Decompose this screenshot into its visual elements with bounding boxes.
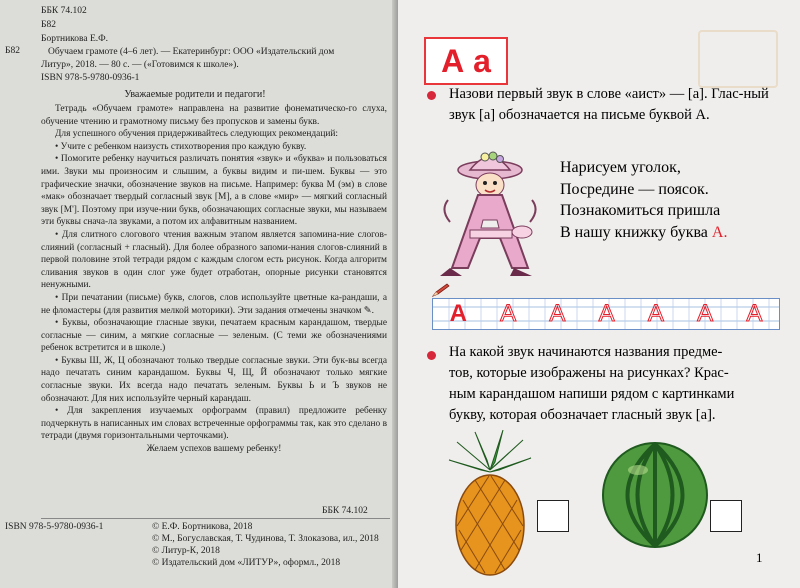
book-code-top: Б82: [41, 20, 56, 30]
poem-highlight-letter: А.: [711, 223, 728, 241]
bullet-icon: [427, 91, 436, 100]
bibliography-publisher: Литур», 2018. — 80 с. — («Готовимся к школе»).: [41, 60, 239, 70]
pineapple-illustration: [445, 430, 535, 580]
task-sound-text: Назови первый звук в слове «аист» — [а]. Глас-ный звук [а] обозначается на письме буквой А.: [449, 86, 769, 123]
faded-frame-decoration: [698, 30, 778, 88]
copyright-line: © Издательский дом «ЛИТУР», оформл., 2018: [152, 558, 341, 568]
letter-header: А а: [424, 37, 508, 85]
task-line: тов, которые изображены на рисунках? Крас-: [449, 365, 729, 381]
task-pictures-text: [449, 342, 789, 426]
copyright-block: [152, 521, 388, 569]
bbk-code-bottom: ББК 74.102: [322, 506, 368, 516]
copy-letter-traced: А: [549, 300, 566, 327]
left-page: [0, 0, 398, 588]
paragraph: • Учите с ребенком наизусть стихотворения про каждую букву.: [55, 141, 307, 152]
paragraph: • Помогите ребенку научиться различать понятия «звук» и «буква» и пользоваться ими. Звуки мы произносим и слышим, а буквы видим и пи-шем. Буквы — это графические значки, обозначение звуков на письме. Например: буква М (эм) в слове «мак» обозначает твердый согласный звук [М], а в слове «мир» — мягкий согласный звук [М']. Поэтому при изуче-нии букв, обозначающих согласные звуки, мы называем эти буквы снача-ла звуками, а потом их алфавитным названием.: [41, 154, 387, 228]
copy-letters-row: [433, 299, 779, 329]
divider: [41, 518, 390, 519]
copy-letter-traced: А: [647, 300, 664, 327]
task-line: На какой звук начинаются названия предме-: [449, 344, 723, 360]
copy-letter-traced: А: [746, 300, 763, 327]
paragraph: • При печатании (письме) букв, слогов, слов используйте цветные ка-рандаши, а не фломастеры (для развития мелкой моторики). Эти задания отмечены значком ✎.: [41, 292, 387, 316]
copyright-line: © М., Богуславская, Т. Чудинова, Т. Злоказова, ил., 2018: [152, 534, 379, 544]
copy-letter-traced: А: [598, 300, 615, 327]
copy-letter-traced: А: [697, 300, 714, 327]
bbk-code-top: ББК 74.102: [41, 6, 87, 16]
letter-a-character-illustration: [430, 150, 550, 285]
bullet-icon: [427, 351, 436, 360]
bibliography-isbn: ISBN 978-5-9780-0936-1: [41, 73, 140, 83]
poem-line: Посредине — поясок.: [560, 180, 709, 198]
poem-line: Познакомиться пришла: [560, 202, 721, 220]
task-line: ным карандашом напиши рядом с картинками: [449, 386, 735, 402]
bibliography-author: Бортникова Е.Ф.: [41, 34, 109, 44]
closing-wish: Желаем успехов вашему ребенку!: [146, 444, 282, 455]
watermelon-illustration: [600, 440, 710, 550]
greeting: Уважаемые родители и педагоги!: [124, 89, 266, 100]
copy-letter-solid: А: [449, 300, 467, 327]
intro-text: [41, 103, 387, 456]
poem-line: Нарисуем уголок,: [560, 159, 681, 176]
paragraph: • Для закрепления изучаемых орфограмм (правил) предложите ребенку подчеркнуть в написанных им словах встреченные орфограммы так, как это сделано в тетради (двумя горизонтальными черточками).: [41, 406, 387, 442]
task-line: букву, которая обозначает гласный звук [а].: [449, 407, 716, 423]
isbn-bottom: ISBN 978-5-9780-0936-1: [5, 522, 104, 532]
bibliography-title: Обучаем грамоте (4–6 лет). — Екатеринбург: ООО «Издательский дом: [48, 47, 335, 57]
paragraph: Тетрадь «Обучаем грамоте» направлена на развитие фонематическо-го слуха, обучение чтению и грамотному письму без пропусков и замены букв.: [41, 104, 387, 127]
paragraph: • Буквы, обозначающие гласные звуки, печатаем красным карандашом, твердые согласные — синим, а мягкие согласные — зеленым. (С теми же обозначениями ребенок встретится и в школе.): [41, 318, 387, 354]
copy-letter-traced: А: [500, 300, 517, 327]
answer-box-pineapple[interactable]: [537, 500, 569, 532]
paragraph: • Буквы Ш, Ж, Ц обозначают только твердые согласные звуки. Эти бук-вы всегда надо печатать синим карандашом. Буквы Ч, Щ, Й обозначают только мягкие согласные звуки. Их всегда надо печатать зеленым. Буквы Ь и Ъ звуков не обозначают. Для них используйте черный карандаш.: [41, 355, 387, 404]
paragraph: • Для слитного слогового чтения важным этапом является запомина-ние слогов-слияний (согласный + гласный). Для более образного запоми-нания слогов-слияний в первой половине этой тетради рядом с каждым слогом есть рисунок. Когда алгоритм сливания звуков в один слог уже будет отработан, опорные рисунки становятся ненужными.: [41, 229, 387, 291]
letter-copy-grid[interactable]: [432, 298, 780, 330]
page-number: 1: [756, 550, 763, 565]
answer-box-watermelon[interactable]: [710, 500, 742, 532]
paragraph: Для успешного обучения придерживайтесь следующих рекомендаций:: [55, 129, 339, 140]
poem: [560, 157, 790, 243]
pencil-icon: [432, 283, 450, 297]
copyright-line: © Е.Ф. Бортникова, 2018: [152, 522, 253, 532]
book-code-side: Б82: [5, 46, 20, 56]
copyright-line: © Литур-К, 2018: [152, 546, 220, 556]
poem-line: В нашу книжку буква А.: [560, 223, 728, 241]
